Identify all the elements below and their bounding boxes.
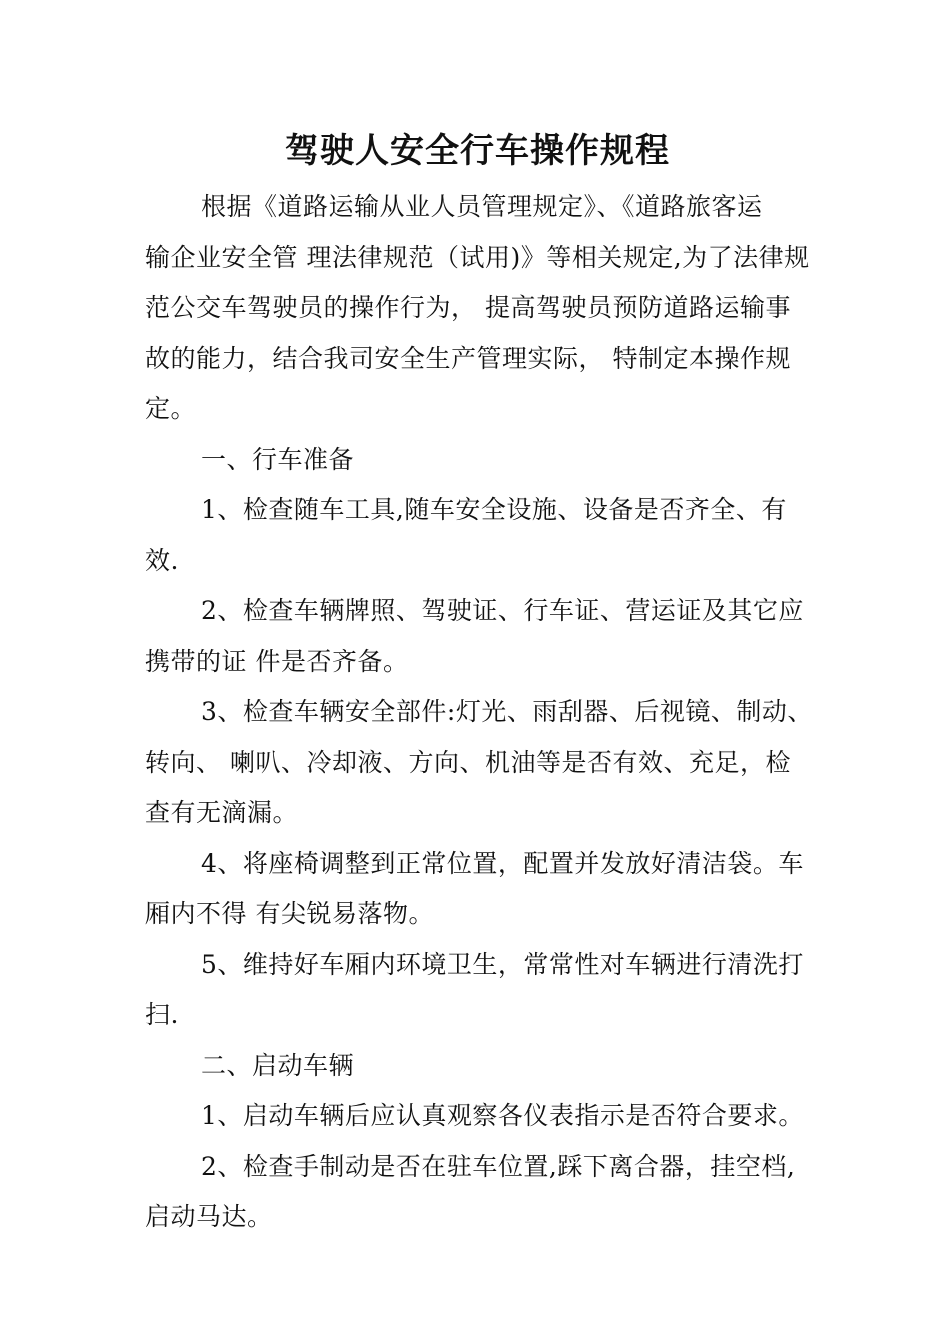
text-line: 2、检查车辆牌照、驾驶证、行车证、营运证及其它应 <box>201 596 804 625</box>
text-line: 根据《道路运输从业人员管理规定》、《道路旅客运 <box>201 192 763 221</box>
document-page <box>145 128 813 1243</box>
text-line: 二、启动车辆 <box>201 1050 355 1080</box>
text-line: 转向、 喇叭、冷却液、方向、机油等是否有效、充足，检 <box>145 747 791 777</box>
text-line: 2、检查手制动是否在驻车位置,踩下离合器，挂空档, <box>201 1151 796 1181</box>
text-line: 范公交车驾驶员的操作行为， 提高驾驶员预防道路运输事 <box>145 293 791 322</box>
text-line: 厢内不得 有尖锐易落物。 <box>145 899 434 928</box>
text-line: 3、检查车辆安全部件:灯光、雨刮器、后视镜、制动、 <box>201 697 813 726</box>
text-line: 查有无滴漏。 <box>145 798 299 827</box>
text-line: 启动马达。 <box>145 1202 273 1231</box>
text-line: 定。 <box>145 394 197 423</box>
text-line: 效. <box>145 545 179 575</box>
text-line: 输企业安全管 理法律规范（试用)》等相关规定,为了法律规 <box>145 242 810 272</box>
document-body <box>145 182 813 1243</box>
text-line: 扫. <box>145 1000 179 1029</box>
text-line: 故的能力，结合我司安全生产管理实际， 特制定本操作规 <box>145 343 791 373</box>
text-line: 4、将座椅调整到正常位置，配置并发放好清洁袋。车 <box>201 848 804 878</box>
text-line: 1、检查随车工具,随车安全设施、设备是否齐全、有 <box>201 495 787 524</box>
text-line: 携带的证 件是否齐备。 <box>145 646 409 676</box>
text-line: 1、启动车辆后应认真观察各仪表指示是否符合要求。 <box>201 1101 804 1130</box>
text-line: 5、维持好车厢内环境卫生，常常性对车辆进行清洗打 <box>201 949 804 979</box>
text-line: 一、行车准备 <box>201 444 355 474</box>
document-title: 驾驶人安全行车操作规程 <box>285 131 670 171</box>
